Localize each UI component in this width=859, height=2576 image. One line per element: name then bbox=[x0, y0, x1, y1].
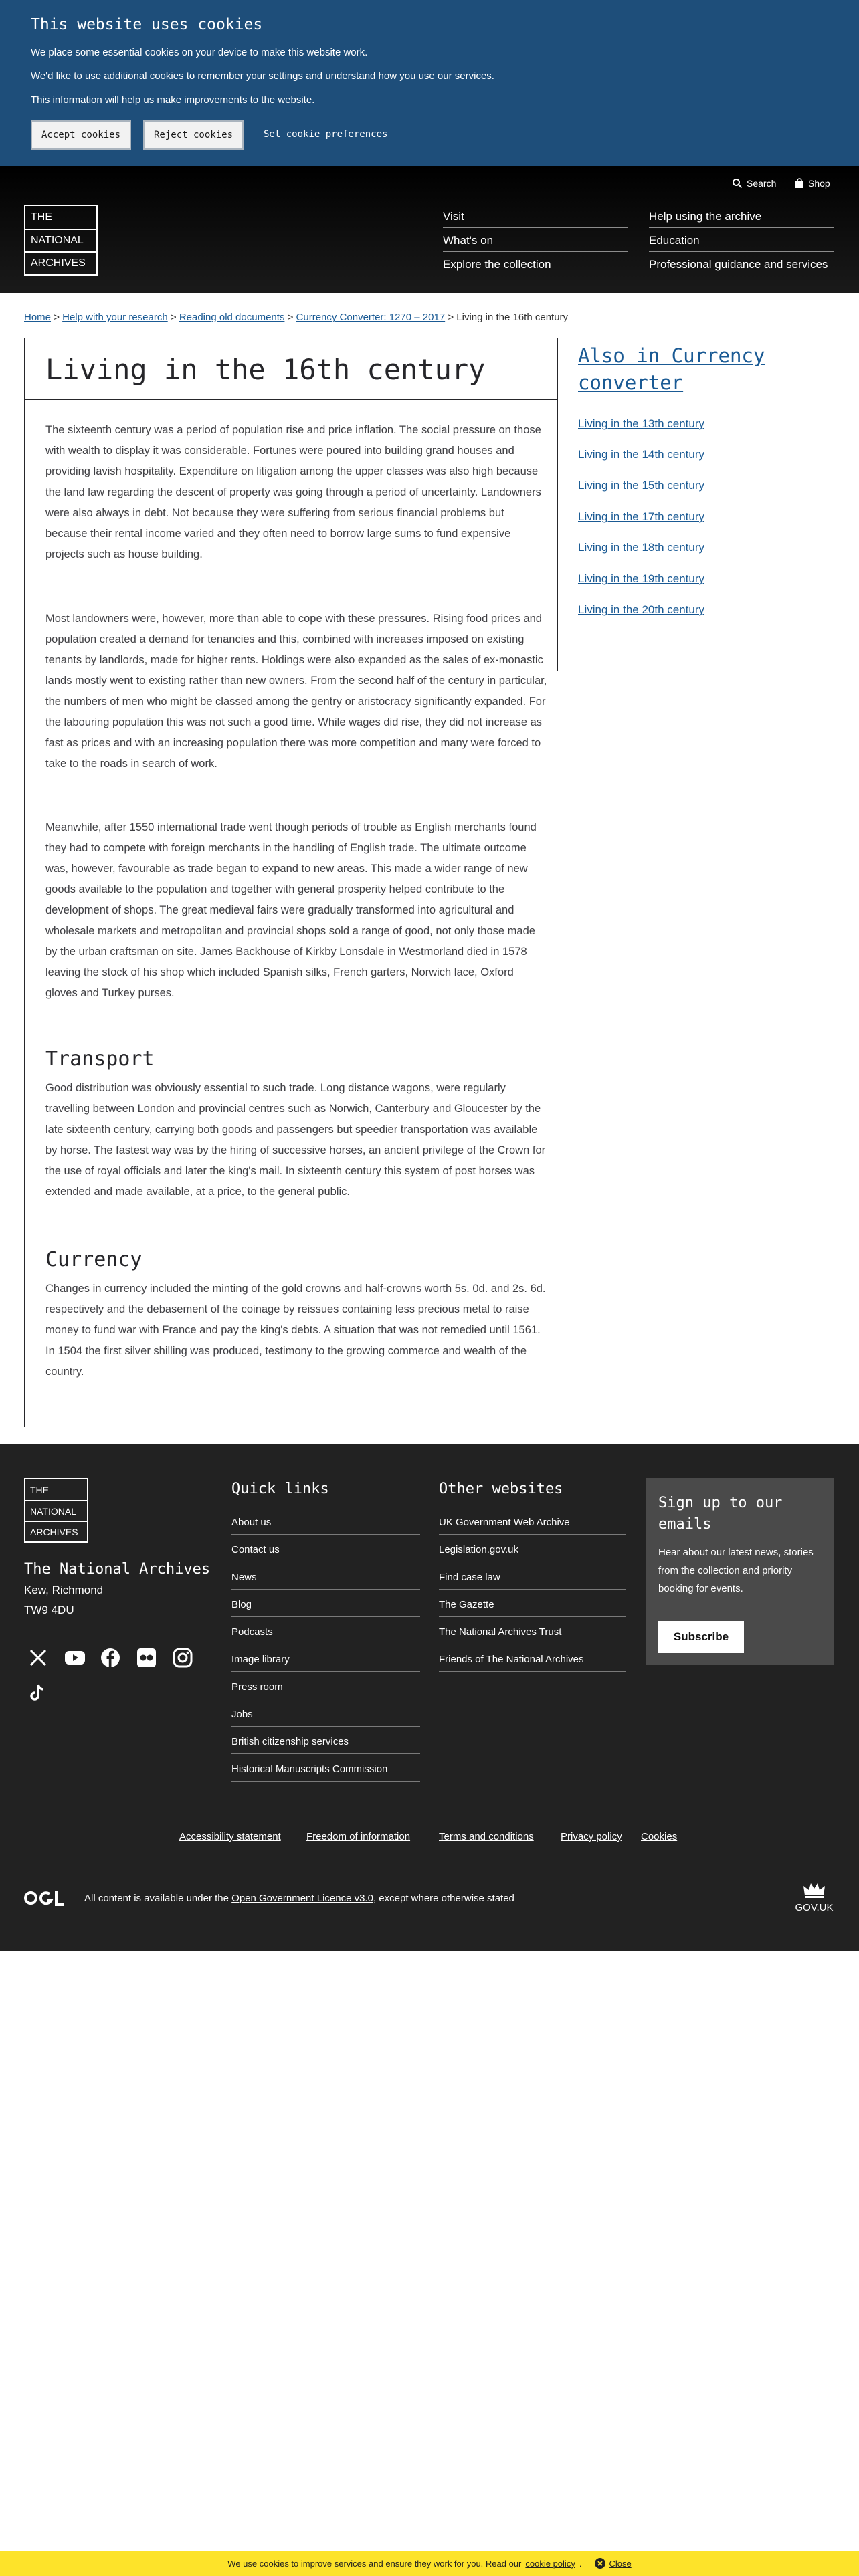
nav-professional-guidance[interactable]: Professional guidance and services bbox=[649, 258, 834, 276]
shop-link[interactable] bbox=[795, 178, 830, 189]
x-icon[interactable] bbox=[28, 1648, 48, 1668]
sidebar-link-15th-century[interactable]: Living in the 15th century bbox=[578, 479, 705, 492]
footer-link-hmc[interactable]: Historical Manuscripts Commission bbox=[231, 1763, 420, 1782]
breadcrumb bbox=[24, 312, 568, 323]
search-link[interactable] bbox=[732, 178, 776, 189]
reject-cookies-button[interactable]: Reject cookies bbox=[143, 120, 244, 150]
instagram-icon[interactable] bbox=[173, 1648, 193, 1668]
breadcrumb-separator: > bbox=[54, 312, 60, 323]
page-title: Living in the 16th century bbox=[25, 338, 558, 400]
govuk-label: GOV.UK bbox=[795, 1902, 834, 1913]
nav-help-archive[interactable]: Help using the archive bbox=[649, 210, 834, 228]
footer-link-image-library[interactable]: Image library bbox=[231, 1654, 420, 1672]
footer-link-blog[interactable]: Blog bbox=[231, 1599, 420, 1617]
cookie-preferences-link[interactable]: Set cookie preferences bbox=[264, 129, 388, 140]
cookie-policy-link[interactable]: cookie policy bbox=[525, 2558, 575, 2569]
footer-link-press-room[interactable]: Press room bbox=[231, 1681, 420, 1699]
cookie-banner-title: This website uses cookies bbox=[31, 16, 263, 33]
footer-link-friends[interactable]: Friends of The National Archives bbox=[439, 1654, 626, 1672]
article-paragraph: Meanwhile, after 1550 international trade went though periods of trouble as English merchants found they had to compete with foreign merchants in the handling of English trade. The ultimate outcome was, however, favourable as trade began to expand to new areas. This made a wider range of new goods available to the population and together with general prosperity helped contribute to the development of shops. The great medieval fairs were gradually transformed into agricultural and wholesale markets and metropolitan and provincial shops sold a range of good, not only those made by the urban craftsman on site. James Backhouse of Kirkby Lonsdale in Westmorland died in 1578 leaving the stock of his shop which included Spanish silks, French garters, Norwich lace, Oxford gloves and Turkey purses. bbox=[45, 821, 537, 999]
cookie-banner-text: We place some essential cookies on your device to make this website work. bbox=[31, 47, 368, 58]
accept-cookies-button[interactable]: Accept cookies bbox=[31, 120, 131, 150]
other-websites-title: Other websites bbox=[439, 1481, 563, 1497]
footer-link-jobs[interactable]: Jobs bbox=[231, 1709, 420, 1727]
cookie-banner-text: This information will help us make improvements to the website. bbox=[31, 94, 315, 106]
breadcrumb-currency-converter[interactable]: Currency Converter: 1270 – 2017 bbox=[296, 312, 446, 323]
cookie-notice-text: We use cookies to improve services and ensure they work for you. Read our bbox=[227, 2558, 522, 2569]
footer-address-line: Kew, Richmond bbox=[24, 1584, 104, 1596]
close-icon bbox=[595, 2558, 605, 2569]
licence-suffix: , except where otherwise stated bbox=[373, 1893, 514, 1904]
logo-line: NATIONAL bbox=[25, 1500, 87, 1521]
currency-heading: Currency bbox=[45, 1248, 142, 1271]
breadcrumb-separator: > bbox=[448, 312, 454, 323]
footer-link-news[interactable]: News bbox=[231, 1572, 420, 1590]
legal-link-terms[interactable]: Terms and conditions bbox=[439, 1831, 534, 1842]
logo-line: THE bbox=[30, 1484, 49, 1495]
subscribe-button[interactable]: Subscribe bbox=[658, 1621, 744, 1653]
youtube-icon[interactable] bbox=[64, 1648, 84, 1668]
ogl-licence-link[interactable]: Open Government Licence v3.0 bbox=[231, 1893, 373, 1904]
logo-line: ARCHIVES bbox=[25, 1521, 87, 1541]
ogl-logo bbox=[24, 1887, 66, 1909]
footer-link-gazette[interactable]: The Gazette bbox=[439, 1599, 626, 1617]
search-icon bbox=[732, 178, 743, 189]
main-article bbox=[24, 338, 557, 1427]
article-paragraph: Most landowners were, however, more than able to cope with these pressures. Rising food prices and population created a demand for tenancies and this, combined with increases imposed on existing tenants by landlords, made for higher rents. Holdings were also expanded as the sales of ex-monastic lands mostly went to existing rather than new owners. From the second half of the century in particular, the numbers of men who might be classed among the gentry or aristocracy significantly expanded. For the labouring population this was not such a good time. While wages did rise, they did not increase as fast as prices and with an increasing population there was more competition and many were forced to take to the roads in search of work. bbox=[45, 613, 547, 770]
sidebar-title[interactable]: Also in Currency converter bbox=[578, 344, 765, 394]
nav-whats-on[interactable]: What's on bbox=[443, 234, 628, 252]
breadcrumb-separator: > bbox=[287, 312, 294, 323]
cookie-banner-text: We'd like to use additional cookies to remember your settings and understand how you use our services. bbox=[31, 70, 494, 82]
sidebar-link-13th-century[interactable]: Living in the 13th century bbox=[578, 417, 705, 430]
facebook-icon[interactable] bbox=[100, 1648, 120, 1668]
cookie-close-label: Close bbox=[609, 2558, 632, 2569]
footer-link-contact[interactable]: Contact us bbox=[231, 1544, 420, 1562]
legal-link-foi[interactable]: Freedom of information bbox=[306, 1831, 411, 1842]
site-logo[interactable] bbox=[24, 205, 98, 276]
govuk-link[interactable] bbox=[793, 1879, 835, 1913]
footer-link-citizenship[interactable]: British citizenship services bbox=[231, 1736, 420, 1754]
email-signup-panel bbox=[646, 1478, 834, 1665]
transport-heading: Transport bbox=[45, 1047, 155, 1071]
licence-statement bbox=[84, 1893, 514, 1904]
sidebar-link-19th-century[interactable]: Living in the 19th century bbox=[578, 572, 705, 585]
signup-title: Sign up to our emails bbox=[658, 1495, 783, 1533]
footer-link-about[interactable]: About us bbox=[231, 1517, 420, 1535]
cookie-notice-period: . bbox=[579, 2558, 582, 2569]
crown-icon bbox=[802, 1879, 826, 1899]
legal-link-accessibility[interactable]: Accessibility statement bbox=[179, 1831, 281, 1842]
logo-line: ARCHIVES bbox=[25, 251, 96, 274]
sidebar-link-17th-century[interactable]: Living in the 17th century bbox=[578, 510, 705, 523]
breadcrumb-research[interactable]: Help with your research bbox=[62, 312, 168, 323]
footer-org-name: The National Archives bbox=[24, 1561, 211, 1578]
shop-label: Shop bbox=[808, 178, 830, 189]
breadcrumb-separator: > bbox=[170, 312, 177, 323]
signup-text: Hear about our latest news, stories from the collection and priority booking for events. bbox=[658, 1547, 814, 1594]
nav-explore-collection[interactable]: Explore the collection bbox=[443, 258, 628, 276]
footer-link-case-law[interactable]: Find case law bbox=[439, 1572, 626, 1590]
cookie-close-button[interactable] bbox=[595, 2558, 631, 2569]
site-header bbox=[0, 166, 859, 293]
site-footer bbox=[0, 1444, 859, 1951]
logo-line: NATIONAL bbox=[25, 229, 96, 251]
nav-education[interactable]: Education bbox=[649, 234, 834, 252]
footer-link-trust[interactable]: The National Archives Trust bbox=[439, 1626, 626, 1644]
legal-link-cookies[interactable]: Cookies bbox=[641, 1831, 678, 1842]
footer-logo[interactable] bbox=[24, 1478, 88, 1543]
sidebar-link-14th-century[interactable]: Living in the 14th century bbox=[578, 448, 705, 461]
sidebar-link-20th-century[interactable]: Living in the 20th century bbox=[578, 603, 705, 616]
footer-link-podcasts[interactable]: Podcasts bbox=[231, 1626, 420, 1644]
quick-links-title: Quick links bbox=[231, 1481, 329, 1497]
logo-line: THE bbox=[31, 211, 52, 223]
search-label: Search bbox=[747, 178, 777, 189]
legal-link-privacy[interactable]: Privacy policy bbox=[561, 1831, 622, 1842]
nav-visit[interactable]: Visit bbox=[443, 210, 628, 228]
transport-paragraph: Good distribution was obviously essential to such trade. Long distance wagons, were regularly travelling between London and provincial centres such as Norwich, Canterbury and Gloucester by the late sixteenth century, carrying both goods and passengers but speedier transportation was available by horse. The fastest way was by the hiring of successive horses, an ancient privilege of the Crown for the use of royal officials and later the king's mail. In sixteenth century this system of post horses was extended and made available, at a price, to the general public. bbox=[45, 1082, 546, 1198]
tiktok-icon[interactable] bbox=[28, 1683, 48, 1703]
sidebar-link-18th-century[interactable]: Living in the 18th century bbox=[578, 541, 705, 554]
breadcrumb-home[interactable]: Home bbox=[24, 312, 52, 323]
footer-address-line: TW9 4DU bbox=[24, 1604, 74, 1616]
related-sidebar bbox=[557, 338, 851, 671]
footer-link-legislation[interactable]: Legislation.gov.uk bbox=[439, 1544, 626, 1562]
cookie-notice-bar bbox=[0, 2551, 859, 2576]
shopping-bag-icon bbox=[795, 178, 804, 189]
article-paragraph: The sixteenth century was a period of population rise and price inflation. The social pressure on those with wealth to display it was considerable. Fortunes were poured into building grand houses and providing lavish hospitality. Expenditure on litigation among the upper classes was also high because the land law regarding the descent of property was going through a period of uncertainty. Landowners were also always in debt. Not because they were suffering from serious financial problems but because their rental income varied and they often need to borrow large sums to fund expensive projects such as house building. bbox=[45, 424, 541, 560]
licence-prefix: All content is available under the bbox=[84, 1893, 229, 1904]
cookie-banner bbox=[0, 0, 859, 166]
breadcrumb-old-documents[interactable]: Reading old documents bbox=[179, 312, 285, 323]
breadcrumb-current: Living in the 16th century bbox=[456, 312, 569, 323]
flickr-icon[interactable] bbox=[136, 1648, 157, 1668]
currency-paragraph: Changes in currency included the minting of the gold crowns and half-crowns worth 5s. 0d. and 2s. 6d. respectively and the debasement of the coinage by reissues containing less precious metal to raise money to fund war with France and pay the king's debts. A situation that was not remedied until 1561. In 1504 the first silver shilling was produced, testimony to the growing commerce and wealth of the country. bbox=[45, 1283, 546, 1378]
footer-link-web-archive[interactable]: UK Government Web Archive bbox=[439, 1517, 626, 1535]
